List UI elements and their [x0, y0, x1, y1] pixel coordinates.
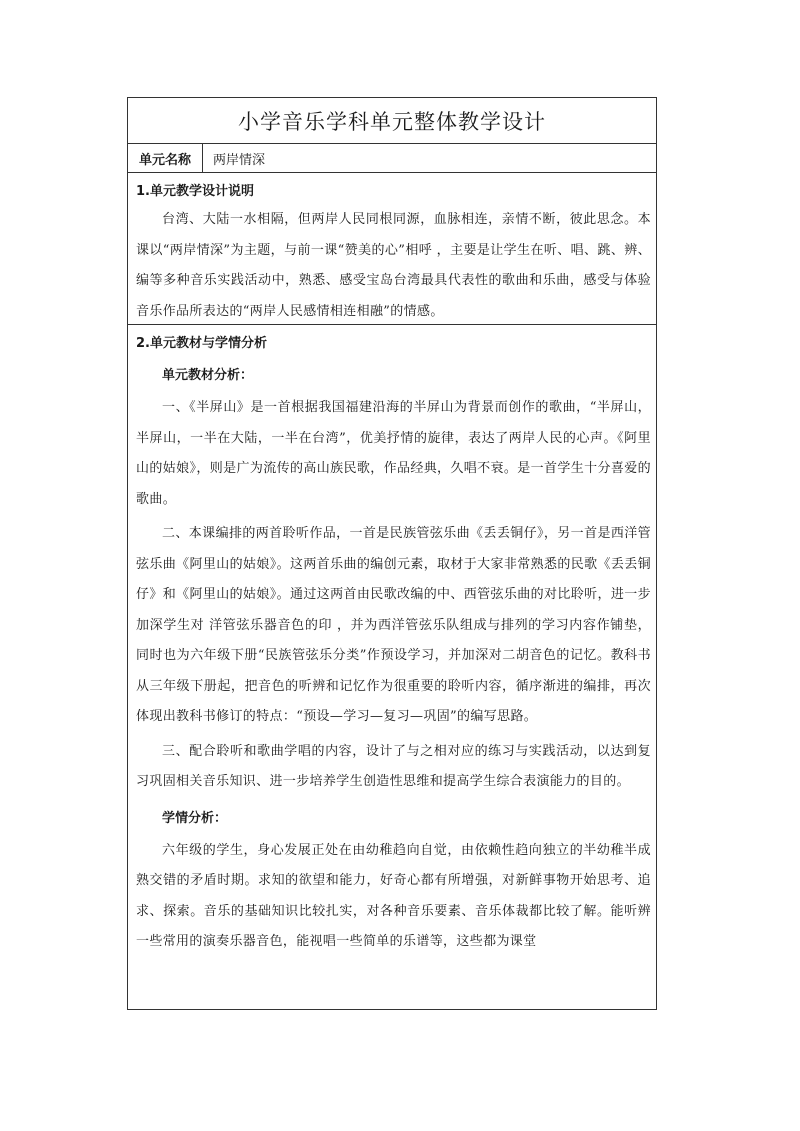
- lesson-design-table: [127, 97, 657, 1010]
- section-heading: 2.单元教材与学情分析: [136, 336, 267, 351]
- document-title: 小学音乐学科单元整体教学设计: [128, 98, 656, 144]
- paragraph: 三、配合聆听和歌曲学唱的内容，设计了与之相对应的练习与实践活动，以达到复习巩固相关音乐知识、进一步培养学生创造性思维和提高学生综合表演能力的目的。: [136, 743, 651, 789]
- unit-name-value: 两岸情深: [213, 152, 266, 168]
- sub-heading-material: 单元教材分析：: [162, 368, 254, 383]
- unit-name-label: 单元名称: [128, 144, 203, 172]
- section-design-description: [128, 173, 656, 325]
- paragraph: 一、《半屏山》是一首根据我国福建沿海的半屏山为背景而创作的歌曲，“半屏山，半屏山，一半在大陆，一半在台湾”，优美抒情的旋律，表达了两岸人民的心声。《阿里山的姑娘》，则是广为流传的高山族民歌，作品经典，久唱不衰。是一首学生十分喜爱的歌曲。: [136, 400, 651, 507]
- section-heading: 1.单元教学设计说明: [136, 184, 254, 199]
- unit-name-row: [128, 144, 656, 173]
- sub-heading-students: 学情分析：: [162, 810, 228, 826]
- paragraph: 六年级的学生，身心发展正处在由幼稚趋向自觉，由依赖性趋向独立的半幼稚半成熟交错的矛盾时期。求知的欲望和能力，好奇心都有所增强，对新鲜事物开始思考、追求、探索。音乐的基础知识比较扎实，对各种音乐要素、音乐体裁都比较了解。能听辨一些常用的演奏乐器音色，能视唱一些简单的乐谱等，这些都为课堂: [136, 842, 651, 949]
- paragraph: 台湾、大陆一水相隔，但两岸人民同根同源，血脉相连，亲情不断，彼此思念。本课以“两岸情深”为主题，与前一课“赞美的心”相呼 ，主要是让学生在听、唱、跳、辨、编等多种音乐实践活动中，熟悉、感受宝岛台湾最具代表性的歌曲和乐曲，感受与体验音乐作品所表达的“两岸人民感情相连相融”的情感。: [136, 212, 651, 319]
- section-material-analysis: [128, 325, 656, 1009]
- paragraph: 二、本课编排的两首聆听作品，一首是民族管弦乐曲《丢丢铜仔》，另一首是西洋管弦乐曲《阿里山的姑娘》。这两首乐曲的编创元素，取材于大家非常熟悉的民歌《丢丢铜仔》和《阿里山的姑娘》。通过这两首由民歌改编的中、西管弦乐曲的对比聆听，进一步加深学生对 洋管弦乐器音色的印 ，并为西洋管弦乐队组成与排列的学习内容作铺垫，同时也为六年级下册“民族管弦乐分类”作预设学习，并加深对二胡音色的记忆。教科书从三年级下册起，把音色的听辨和记忆作为很重要的聆听内容，循序渐进的编排，再次体现出教科书修订的特点：“预设—学习—复习—巩固”的编写思路。: [136, 526, 651, 724]
